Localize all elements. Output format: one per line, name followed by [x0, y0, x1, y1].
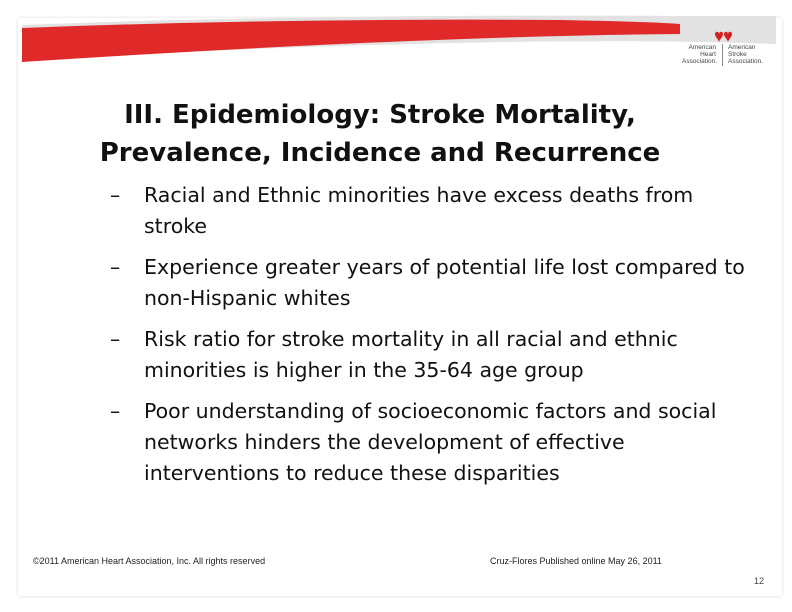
bullet-dash: – [110, 327, 121, 351]
page-number: 12 [753, 576, 764, 586]
bullet-text: Poor understanding of socioeconomic factors and social networks hinders the development of effective interventions to reduce these disparities [144, 399, 717, 485]
bullet-item [110, 252, 760, 314]
logo-stroke-text: American Stroke Association. [728, 44, 764, 65]
logo-divider [722, 44, 723, 66]
citation: Cruz-Flores Published online May 26, 2011 [490, 556, 662, 566]
logo-heart-text: American Heart Association. [682, 44, 718, 65]
bullet-text: Racial and Ethnic minorities have excess deaths from stroke [144, 183, 694, 238]
bullet-item [110, 180, 760, 242]
bullet-item [110, 324, 760, 386]
aha-asa-logo [680, 30, 766, 72]
bullet-dash: – [110, 255, 121, 279]
bullet-text: Risk ratio for stroke mortality in all racial and ethnic minorities is higher in the 35-64 age group [144, 327, 678, 382]
bullet-list [110, 180, 760, 499]
copyright-notice: ©2011 American Heart Association, Inc. All rights reserved [33, 556, 266, 566]
bullet-text: Experience greater years of potential life lost compared to non-Hispanic whites [144, 255, 745, 310]
bullet-dash: – [110, 183, 121, 207]
header-swoosh-banner [0, 0, 792, 90]
bullet-item [110, 396, 760, 489]
slide-title: III. Epidemiology: Stroke Mortality, Prevalence, Incidence and Recurrence [99, 100, 661, 168]
bullet-dash: – [110, 399, 121, 423]
